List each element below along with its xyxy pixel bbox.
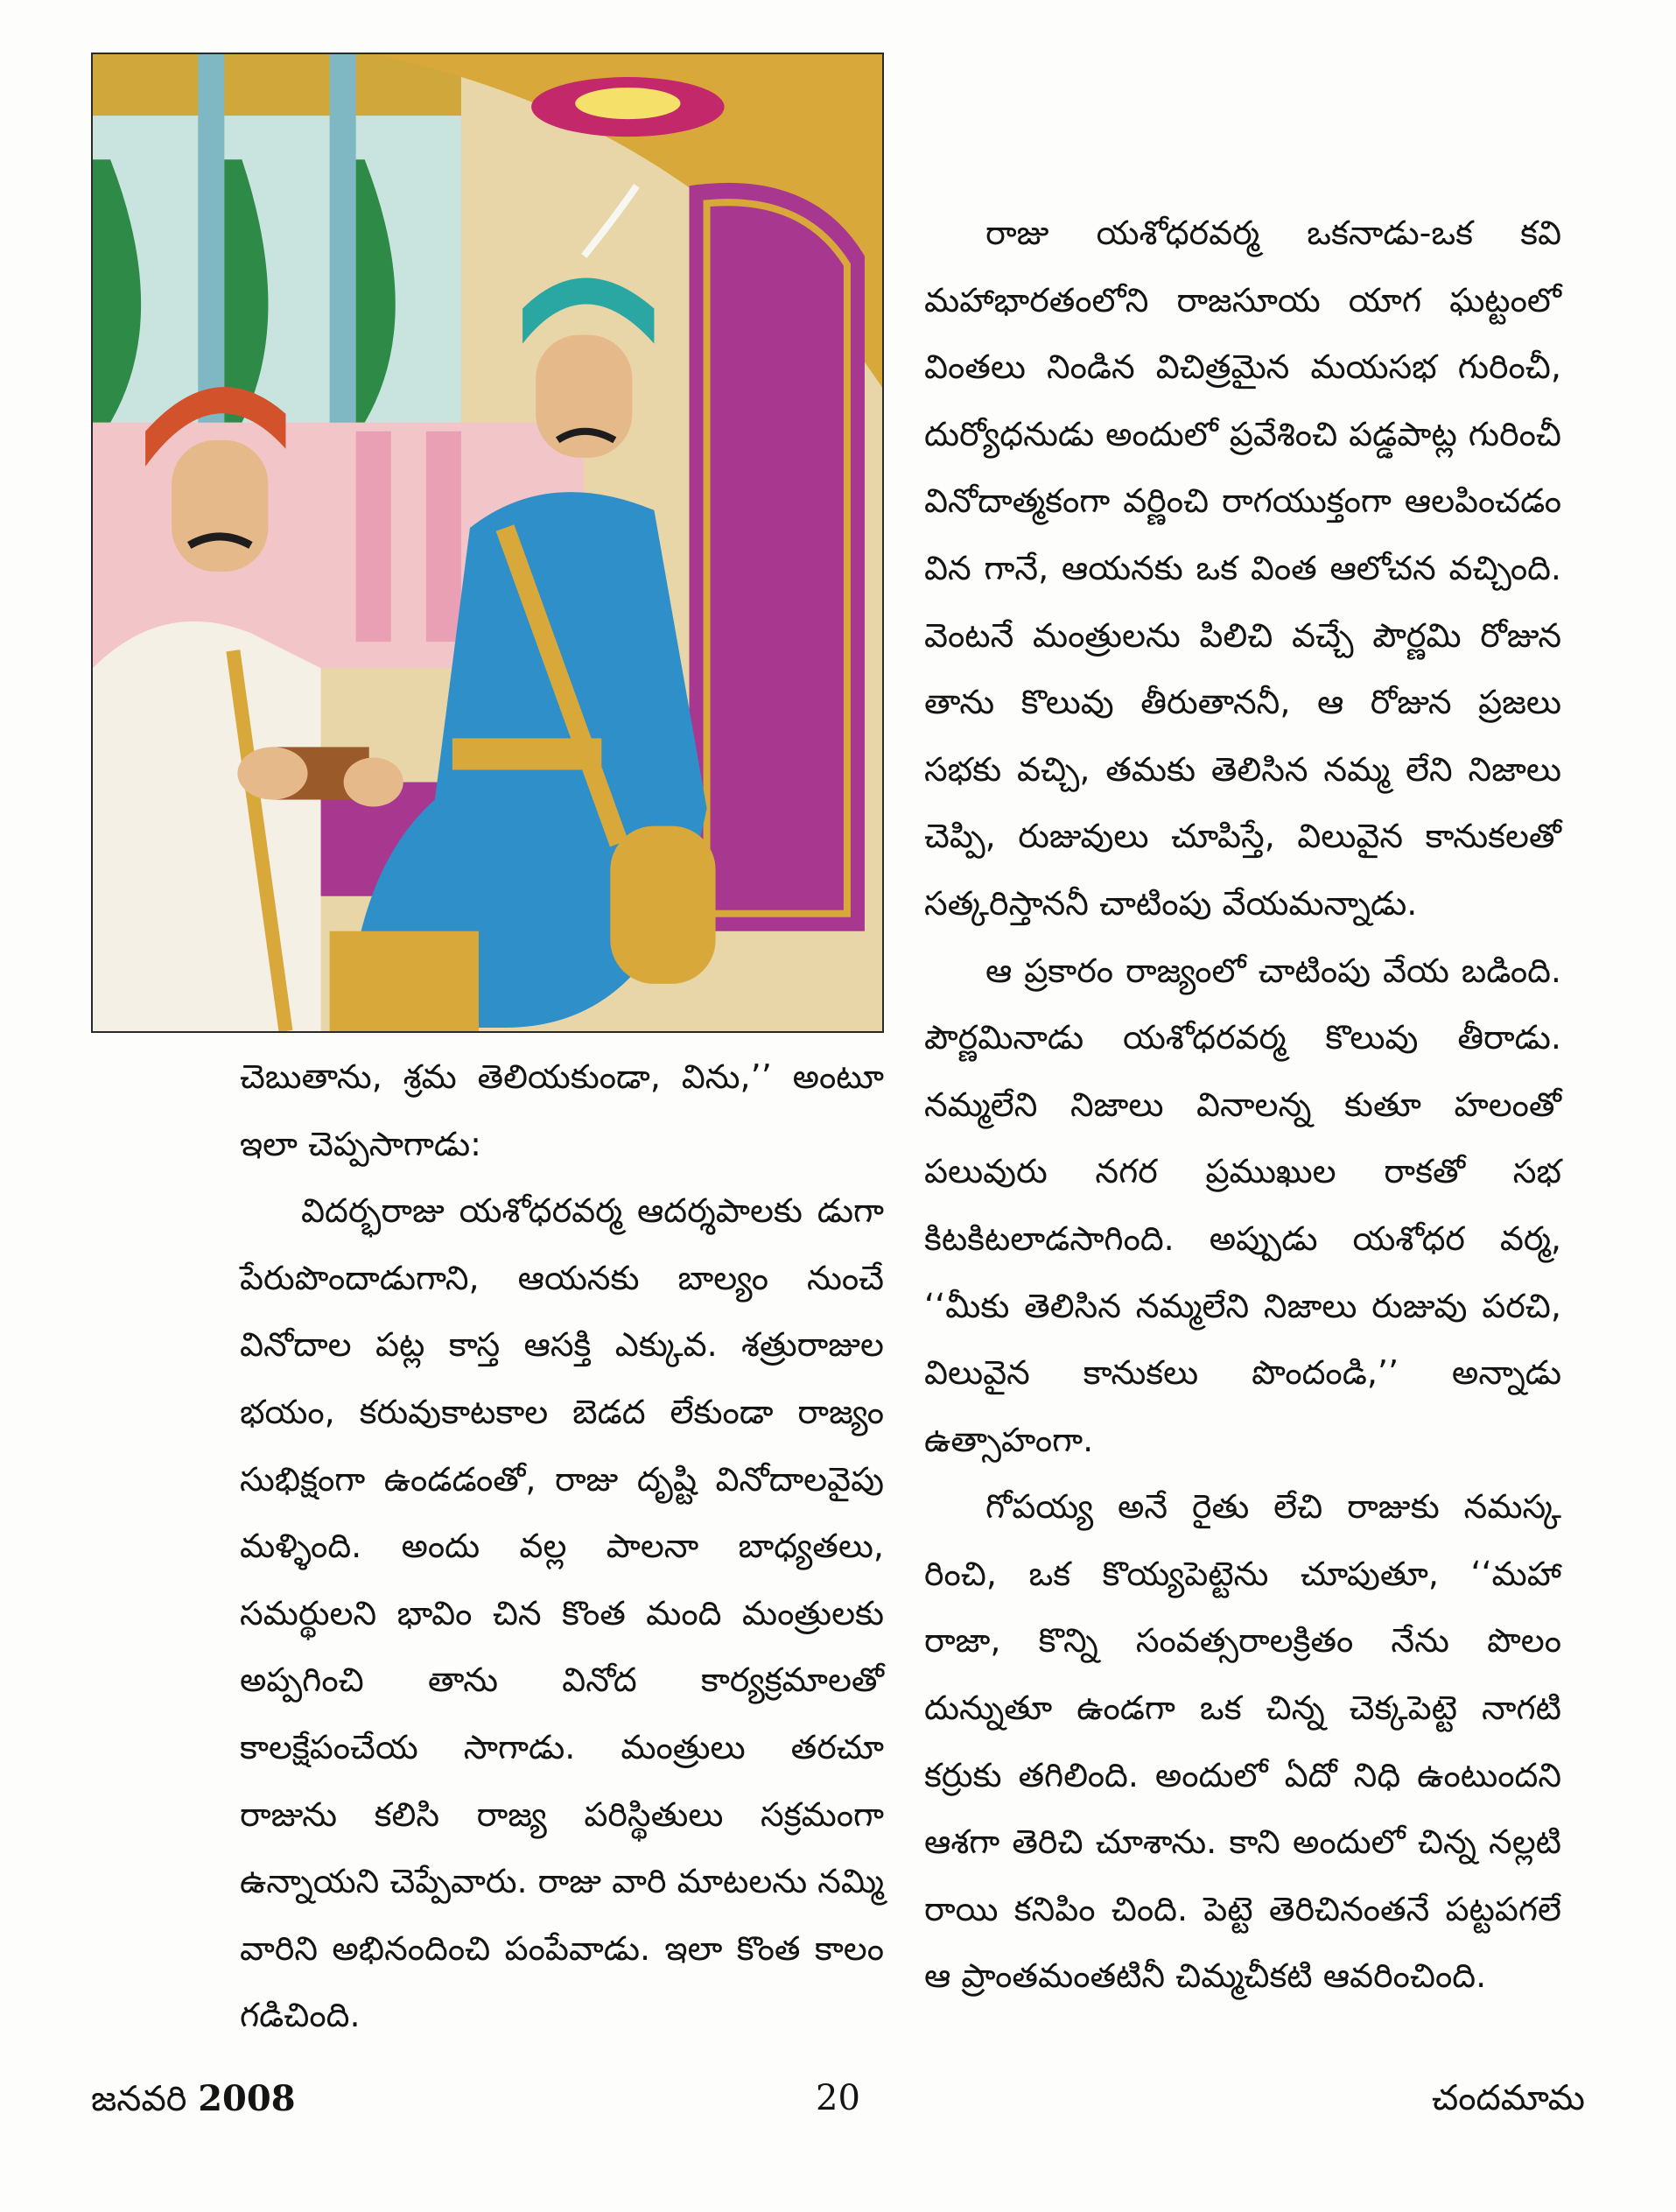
- king-and-farmer-illustration: [93, 54, 882, 1031]
- page-footer: [91, 2078, 1585, 2131]
- issue-year: 2008: [198, 2078, 296, 2119]
- story-illustration: [91, 53, 884, 1033]
- paragraph: విదర్భరాజు యశోధరవర్మ ఆదర్శపాలకు డుగా పేరుపొందాడుగాని, ఆయనకు బాల్యం నుంచే వినోదాల పట్ల కాస్త ఆసక్తి ఎక్కువ. శత్రురాజుల భయం, కరువుకాటకాల బెడద లేకుండా రాజ్యం సుభిక్షంగా ఉండడంతో, రాజు దృష్టి వినోదాలవైపు మళ్ళింది. అందు వల్ల పాలనా బాధ్యతలు, సమర్థులని భావిం చిన కొంత మంది మంత్రులకు అప్పగించి తాను వినోద కార్యక్రమాలతో కాలక్షేపంచేయ సాగాడు. మంత్రులు తరచూ రాజును కలిసి రాజ్య పరిస్థితులు సక్రమంగా ఉన్నాయని చెప్పేవారు. రాజు వారి మాటలను నమ్మి వారిని అభినందించి పంపేవాడు. ఇలా కొంత కాలం గడిచింది.: [240, 1191, 884, 2035]
- paragraph: రాజు యశోధరవర్మ ఒకనాడు-ఒక కవి మహాభారతంలోని రాజసూయ యాగ ఘట్టంలో వింతలు నిండిన విచిత్రమైన మయసభ గురించీ, దుర్యోధనుడు అందులో ప్రవేశించి పడ్డపాట్ల గురించీ వినోదాత్మకంగా వర్ణించి రాగయుక్తంగా ఆలపించడం విన గానే, ఆయనకు ఒక వింత ఆలోచన వచ్చింది. వెంటనే మంత్రులను పిలిచి వచ్చే పౌర్ణమి రోజున తాను కొలువు తీరుతాననీ, ఆ రోజున ప్రజలు సభకు వచ్చి, తమకు తెలిసిన నమ్మ లేని నిజాలు చెప్పి, రుజువులు చూపిస్తే, విలువైన కానుకలతో సత్కరిస్తాననీ చాటింపు వేయమన్నాడు.: [924, 214, 1561, 923]
- magazine-name: చందమామ: [1431, 2078, 1585, 2118]
- article-column-right: [924, 200, 1561, 2010]
- paragraph: ఆ ప్రకారం రాజ్యంలో చాటింపు వేయ బడింది. పౌర్ణమినాడు యశోధరవర్మ కొలువు తీరాడు. నమ్మలేని నిజాలు వినాలన్న కుతూ హలంతో పలువురు నగర ప్రముఖుల రాకతో సభ కిటకిటలాడసాగింది. అప్పుడు యశోధర వర్మ, ‘‘మీకు తెలిసిన నమ్మలేని నిజాలు రుజువు పరచి, విలువైన కానుకలు పొందండి,’’ అన్నాడు ఉత్సాహంగా.: [924, 951, 1561, 1459]
- paragraph: చెబుతాను, శ్రమ తెలియకుండా, విను,’’ అంటూ ఇలా చెప్పసాగాడు:: [240, 1057, 884, 1163]
- article-column-left: [240, 1043, 884, 2049]
- issue-date: [91, 2078, 296, 2128]
- paragraph: గోపయ్య అనే రైతు లేచి రాజుకు నమస్క రించి, ఒక కొయ్యపెట్టెను చూపుతూ, ‘‘మహా రాజా, కొన్ని సంవత్సరాలక్రితం నేను పొలం దున్నుతూ ఉండగా ఒక చిన్న చెక్కపెట్టె నాగటి కర్రుకు తగిలింది. అందులో ఏదో నిధి ఉంటుందని ఆశగా తెరిచి చూశాను. కాని అందులో చిన్న నల్లటి రాయి కనిపిం చింది. పెట్టె తెరిచినంతనే పట్టపగలే ఆ ప్రాంతమంతటినీ చిమ్మచీకటి ఆవరించింది.: [924, 1487, 1561, 1996]
- page-number: 20: [816, 2078, 860, 2118]
- issue-month: జనవరి: [91, 2079, 187, 2119]
